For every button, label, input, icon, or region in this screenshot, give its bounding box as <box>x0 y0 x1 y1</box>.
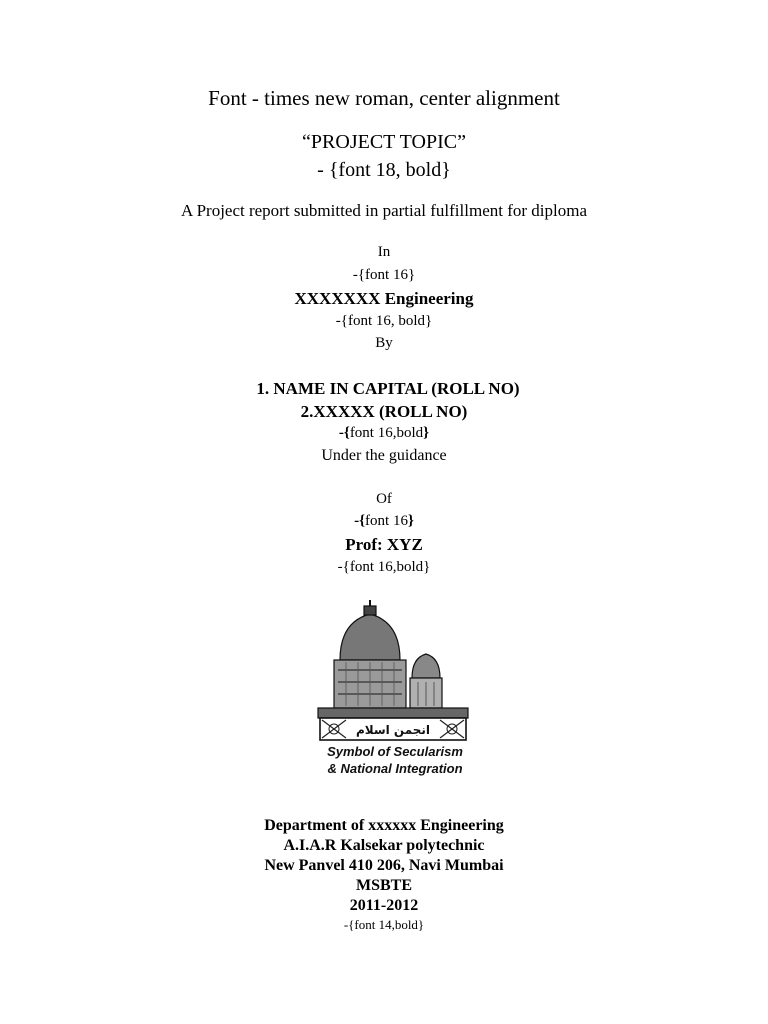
department-name: Department of xxxxxx Engineering <box>264 817 504 834</box>
branch-font-note: -{font 16, bold} <box>335 313 433 329</box>
student-1: 1. NAME IN CAPITAL (ROLL NO) <box>256 379 520 398</box>
format-instruction: Font - times new roman, center alignment <box>208 86 560 110</box>
guide-font-note: -{font 16,bold} <box>337 559 431 575</box>
academic-year: 2011-2012 <box>349 897 419 914</box>
students-font-note: -{font 16,bold} <box>338 425 430 441</box>
logo-caption-line-2: & National Integration <box>327 761 463 776</box>
logo-caption-line-1: Symbol of Secularism <box>327 744 463 759</box>
title-font-note: - {font 18, bold} <box>317 159 451 181</box>
in-font-note: -{font 16} <box>352 267 416 283</box>
institution-logo <box>300 600 490 785</box>
in-label: In <box>377 244 391 260</box>
under-guidance-label: Under the guidance <box>321 447 447 464</box>
board-name: MSBTE <box>355 877 412 894</box>
institute-address: New Panvel 410 206, Navi Mumbai <box>264 857 504 874</box>
of-font-note: -{font 16} <box>354 513 414 529</box>
by-label: By <box>375 335 393 351</box>
building-icon <box>318 600 468 718</box>
project-title: “PROJECT TOPIC” <box>302 131 466 153</box>
emblem-text: انجمن اسلام <box>355 723 431 737</box>
institute-name: A.I.A.R Kalsekar polytechnic <box>283 837 485 854</box>
of-label: Of <box>376 491 392 507</box>
footer-font-note: -{font 14,bold} <box>343 917 425 932</box>
guide-name: Prof: XYZ <box>345 535 423 554</box>
submission-statement: A Project report submitted in partial fulfillment for diploma <box>180 201 588 220</box>
emblem-band <box>320 718 466 740</box>
branch-name: XXXXXXX Engineering <box>294 289 474 308</box>
student-2: 2.XXXXX (ROLL NO) <box>300 402 468 421</box>
